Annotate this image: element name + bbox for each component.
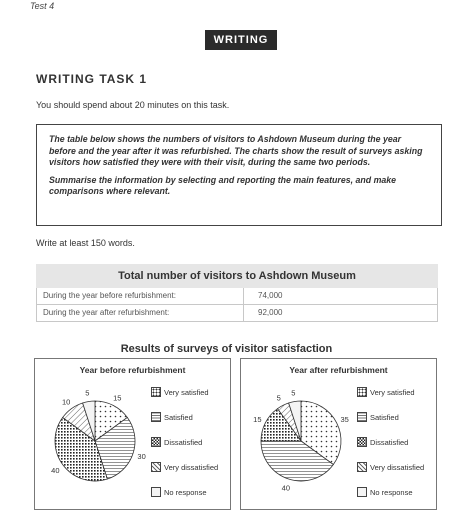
legend-swatch (151, 462, 161, 472)
pie-chart-after (249, 389, 353, 493)
legend-item-very-dissatisfied (357, 462, 424, 472)
task-summary-paragraph: Summarise the information by selecting and reporting the main features, and make comparisons where relevant. (49, 174, 397, 196)
pie-label-very-satisfied: 15 (113, 393, 122, 403)
table-title: Total number of visitors to Ashdown Museum (36, 264, 438, 288)
legend-item-very-satisfied (357, 387, 415, 397)
legend-item-dissatisfied (357, 437, 408, 447)
pie-label-satisfied: 40 (281, 483, 291, 493)
legend-label: Dissatisfied (164, 437, 203, 447)
legend-label: Very satisfied (164, 387, 209, 397)
table-row (37, 305, 437, 322)
task-instruction: You should spend about 20 minutes on this task. (36, 100, 230, 110)
surveys-title: Results of surveys of visitor satisfaction (120, 343, 333, 355)
word-count-instruction: Write at least 150 words. (36, 238, 135, 248)
legend-label: Satisfied (164, 412, 193, 422)
legend-label: Very dissatisfied (164, 462, 219, 472)
legend-item-no-response (357, 487, 413, 497)
legend-item-satisfied (151, 412, 193, 422)
test-label: Test 4 (30, 1, 55, 11)
legend-swatch (151, 437, 161, 447)
legend-swatch (357, 412, 367, 422)
pie-label-dissatisfied: 15 (253, 414, 262, 424)
legend-item-no-response (151, 487, 207, 497)
legend-swatch (151, 487, 161, 497)
legend-swatch (357, 487, 367, 497)
legend-swatch (357, 462, 367, 472)
chart-title: Year before refurbishment (79, 365, 186, 375)
legend-label: Dissatisfied (370, 437, 409, 447)
pie-label-very-dissatisfied: 5 (276, 393, 281, 403)
pie-label-very-satisfied: 35 (340, 414, 349, 424)
chart-title: Year after refurbishment (289, 365, 388, 375)
task-description-box (36, 124, 442, 226)
legend-item-dissatisfied (151, 437, 202, 447)
pie-chart-before (43, 389, 147, 493)
table-cell-label: During the year before refurbishment: (37, 288, 244, 304)
pie-label-no-response: 5 (291, 388, 296, 398)
legend-label: Satisfied (370, 412, 399, 422)
pie-label-satisfied: 30 (137, 452, 146, 462)
legend-item-satisfied (357, 412, 399, 422)
legend-label: Very dissatisfied (370, 462, 425, 472)
legend-swatch (151, 387, 161, 397)
chart-panel-after (240, 358, 437, 510)
legend-label: No response (164, 487, 207, 497)
table-cell-value: 74,000 (258, 291, 283, 300)
table-row (37, 288, 437, 305)
task-description-paragraph: The table below shows the numbers of visitors to Ashdown Museum during the year before and the year after it was refurbished. The charts show the result of surveys asking visitors how satisfied they were with their visit, during the same two periods. (49, 134, 423, 167)
legend-label: No response (370, 487, 413, 497)
legend-swatch (151, 412, 161, 422)
table-cell-value: 92,000 (258, 308, 283, 317)
pie-label-very-dissatisfied: 10 (62, 397, 71, 407)
table-cell-label: During the year after refurbishment: (37, 305, 244, 321)
legend-item-very-dissatisfied (151, 462, 218, 472)
visitor-table (36, 264, 438, 322)
legend-swatch (357, 387, 367, 397)
legend-swatch (357, 437, 367, 447)
legend-label: Very satisfied (370, 387, 415, 397)
section-banner: WRITING (205, 30, 277, 50)
chart-panel-before (34, 358, 231, 510)
task-title: WRITING TASK 1 (36, 72, 148, 86)
pie-label-dissatisfied: 40 (51, 465, 60, 475)
pie-label-no-response: 5 (85, 388, 90, 398)
legend-item-very-satisfied (151, 387, 209, 397)
